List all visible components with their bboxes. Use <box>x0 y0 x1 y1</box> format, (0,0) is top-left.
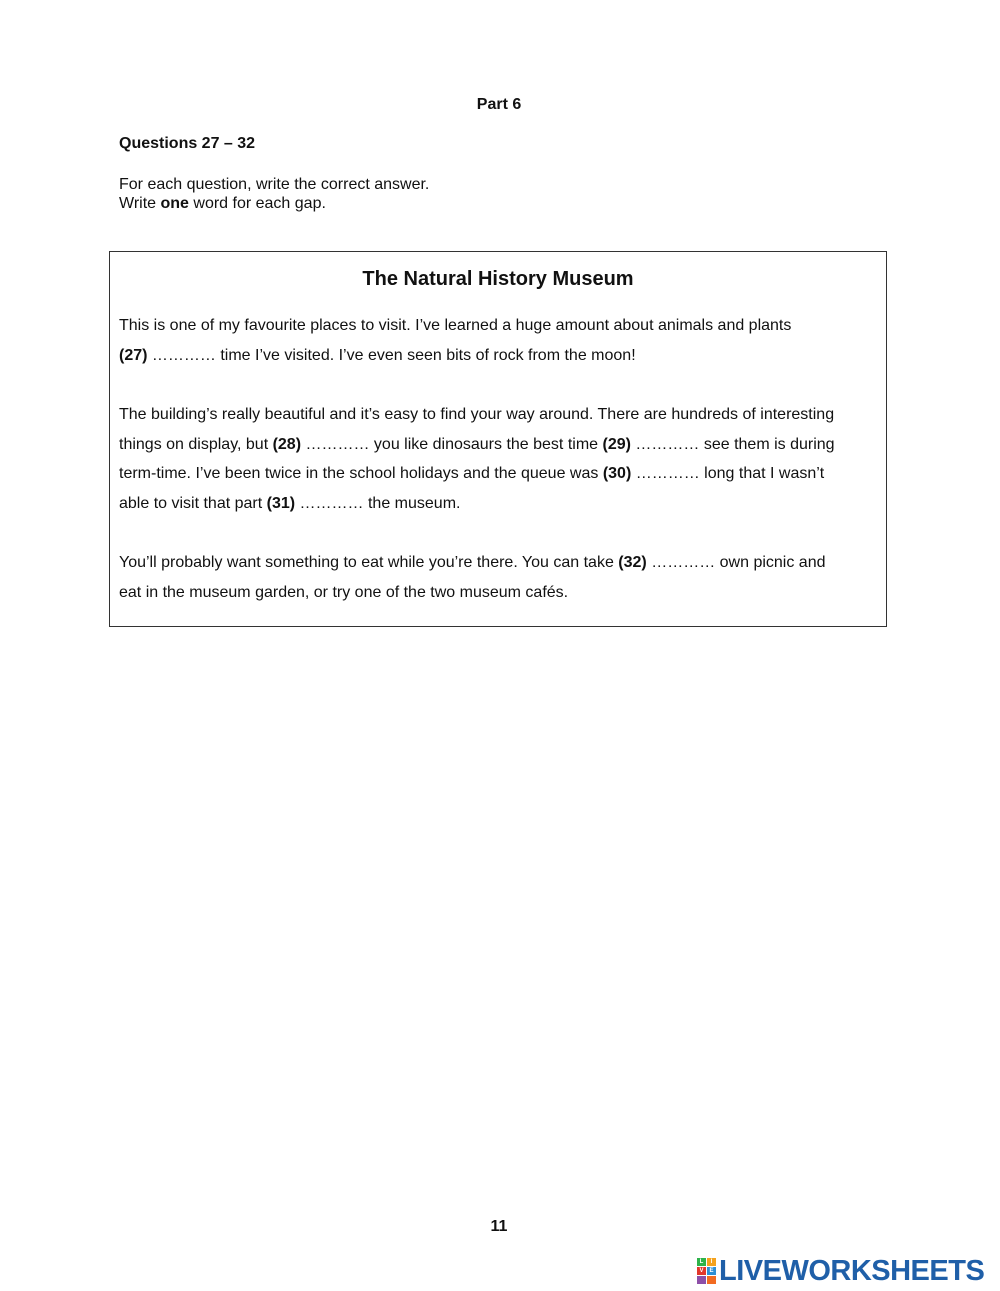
passage-line: This is one of my favourite places to visit. I’ve learned a huge amount about animals and plants <box>119 317 792 334</box>
passage-text: ………… own picnic and <box>646 554 826 571</box>
logo-cube <box>707 1276 716 1284</box>
passage-text: You’ll probably want something to eat while you’re there. You can take <box>119 554 619 571</box>
questions-heading: Questions 27 – 32 <box>119 135 256 152</box>
logo-cube: E <box>707 1267 716 1275</box>
instruction-line-1: For each question, write the correct answer. <box>119 176 430 193</box>
logo-cube: V <box>697 1267 706 1275</box>
gap-30-label: (30) <box>602 465 632 482</box>
gap-29-label: (29) <box>602 435 631 453</box>
passage-text: things on display, but <box>119 435 273 453</box>
gap-28-label: (28) <box>272 435 302 453</box>
passage-text: ………… long that I wasn’t <box>631 465 825 482</box>
part-title: Part 6 <box>476 96 522 113</box>
paragraph-1 <box>119 311 880 370</box>
instruction-emphasis: one <box>160 195 189 212</box>
passage-line <box>119 548 880 578</box>
logo-cube: L <box>697 1258 706 1266</box>
gap-32-label: (32) <box>618 554 647 571</box>
page-number: 11 <box>490 1218 508 1235</box>
passage-line <box>119 459 880 489</box>
gap-27-label: (27) <box>119 346 148 364</box>
passage-title: The Natural History Museum <box>362 268 634 290</box>
passage-line <box>119 430 880 460</box>
instruction-text: Write <box>119 195 161 212</box>
instructions <box>119 175 429 213</box>
logo-cubes-icon <box>697 1258 716 1284</box>
paragraph-2 <box>119 400 880 518</box>
logo-wordmark: LIVEWORKSHEETS <box>719 1254 985 1287</box>
passage-line: The building’s really beautiful and it’s easy to find your way around. There are hundreds of interesting <box>119 406 835 423</box>
passage-line: eat in the museum garden, or try one of the two museum cafés. <box>119 583 569 601</box>
passage-text: ………… you like dinosaurs the best time <box>301 435 603 453</box>
instruction-line-2 <box>119 194 429 213</box>
passage-text: ………… the museum. <box>295 494 461 512</box>
passage-line <box>119 341 880 371</box>
passage-box <box>109 251 887 627</box>
logo-cube: I <box>707 1258 716 1266</box>
gap-31-label: (31) <box>266 494 296 512</box>
passage-text: term-time. I’ve been twice in the school holidays and the queue was <box>119 465 603 482</box>
passage-text: ………… see them is during <box>630 435 835 453</box>
logo-cube <box>697 1276 706 1284</box>
passage-text: ………… time I’ve visited. I’ve even seen bits of rock from the moon! <box>147 346 636 364</box>
passage-text: able to visit that part <box>119 494 267 512</box>
instruction-text: word for each gap. <box>188 195 326 212</box>
liveworksheets-logo[interactable] <box>697 1256 984 1286</box>
paragraph-3 <box>119 548 880 607</box>
passage-line <box>119 489 880 519</box>
